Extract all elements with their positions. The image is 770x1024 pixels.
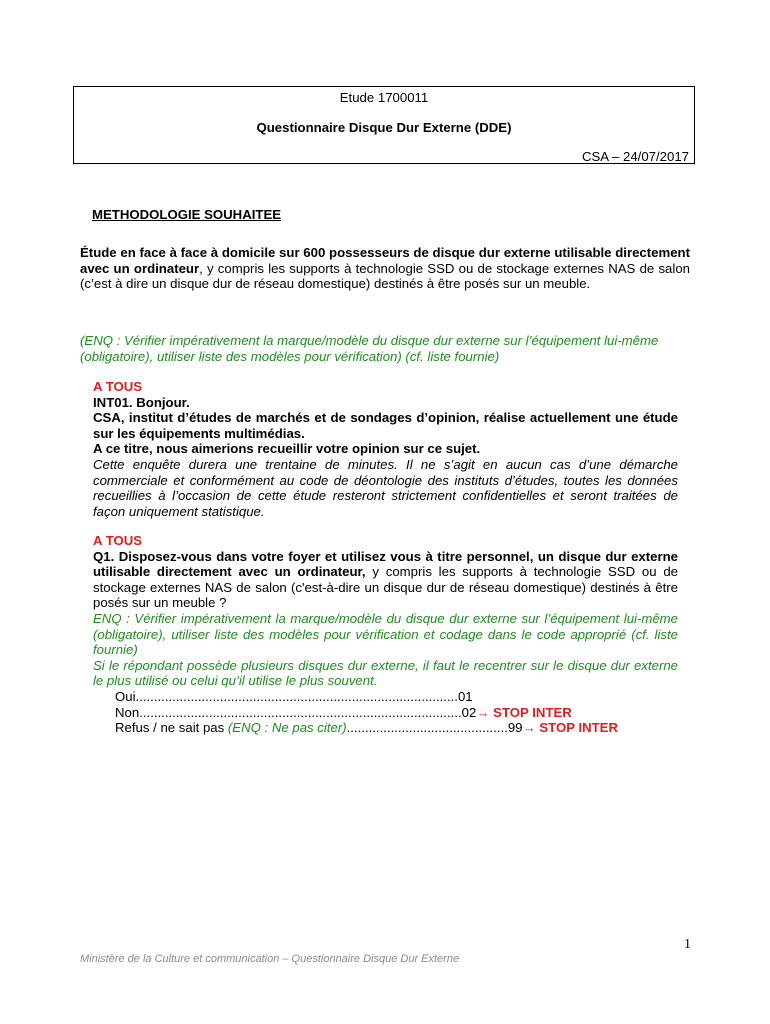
int01-disclaimer: Cette enquête durera une trentaine de minutes. Il ne s’agit en aucun cas d’une démarche commerciale et conformément au code de déontologie des instituts d’études, toutes les données recueillies à l’occasion de cette étude resteront strictement confidentielles et seront traitées de façon uniquement statistique. bbox=[93, 456, 678, 519]
option-stop: → STOP INTER bbox=[522, 720, 619, 736]
header-date: CSA – 24/07/2017 bbox=[581, 149, 689, 164]
q1-block bbox=[93, 533, 678, 689]
q1-enq-note-2: Si le répondant possède plusieurs disques dur externe, il faut le recentrer sur le disque dur externe le plus utilisé ou celui qu’il utilise le plus souvent. bbox=[93, 657, 678, 689]
option-code: 99 bbox=[507, 720, 523, 736]
q1-filter: A TOUS bbox=[93, 533, 143, 548]
int01-block bbox=[93, 379, 678, 519]
int01-purpose: A ce titre, nous aimerions recueillir votre opinion sur ce sujet. bbox=[93, 441, 481, 457]
option-note: (ENQ : Ne pas citer) bbox=[227, 720, 347, 736]
option-stop: → STOP INTER bbox=[476, 704, 572, 720]
q1-enq-note-1: ENQ : Vérifier impérativement la marque/modèle du disque dur externe sur l’équipement lui-même (obligatoire), utiliser liste des modèles pour vérification et codage dans le code approprié (cf. liste fournie) bbox=[93, 610, 678, 658]
study-number: Etude 1700011 bbox=[339, 90, 429, 105]
option-code: 01 bbox=[457, 689, 473, 704]
intro-bold: Étude en face à face à domicile sur 600 possesseurs de disque dur externe utilisable directement avec un ordinateur bbox=[80, 245, 690, 276]
option-dots: ............................................ bbox=[346, 720, 508, 736]
q1-option-oui bbox=[115, 689, 675, 705]
page-footer: Ministère de la Culture et communication – Questionnaire Disque Dur Externe bbox=[80, 953, 460, 965]
q1-question bbox=[93, 549, 678, 611]
option-dots: ........................................................................................ bbox=[139, 704, 462, 720]
option-label: Non bbox=[115, 704, 140, 720]
option-dots: ........................................................................................ bbox=[135, 689, 458, 704]
methodology-intro bbox=[80, 245, 690, 292]
header-box bbox=[73, 86, 695, 164]
q1-question-bold: Q1. Disposez-vous dans votre foyer et utilisez vous à titre personnel, un disque dur externe utilisable directement avec un ordinateur, bbox=[93, 548, 678, 580]
option-label: Refus / ne sait pas bbox=[115, 720, 228, 736]
q1-options bbox=[115, 689, 675, 736]
page-number: 1 bbox=[684, 937, 691, 952]
option-code: 02 bbox=[461, 704, 477, 720]
int01-filter: A TOUS bbox=[93, 379, 143, 394]
int01-greeting: INT01. Bonjour. bbox=[93, 394, 190, 410]
methodology-enq-note: (ENQ : Vérifier impérativement la marque/modèle du disque dur externe sur l’équipement lui-même (obligatoire), utiliser liste des modèles pour vérification) (cf. liste fournie) bbox=[80, 333, 659, 364]
q1-question-rest: y compris les supports à technologie SSD ou de stockage externes NAS de salon (c'est-à-dire un disque dur de réseau domestique) destinés à être posés sur un meuble ? bbox=[93, 564, 678, 611]
int01-intro: CSA, institut d’études de marchés et de sondages d’opinion, réalise actuellement une étude sur les équipements multimédias. bbox=[93, 410, 678, 441]
methodology-title: METHODOLOGIE SOUHAITEE bbox=[92, 207, 282, 222]
q1-option-refus bbox=[115, 720, 675, 736]
questionnaire-title: Questionnaire Disque Dur Externe (DDE) bbox=[256, 120, 512, 135]
intro-rest: , y compris les supports à technologie SSD ou de stockage externes NAS de salon (c’est à dire un disque dur de réseau domestique) destinés à être posés sur un meuble. bbox=[80, 260, 690, 292]
q1-option-non bbox=[115, 705, 675, 721]
option-label: Oui bbox=[115, 689, 136, 704]
